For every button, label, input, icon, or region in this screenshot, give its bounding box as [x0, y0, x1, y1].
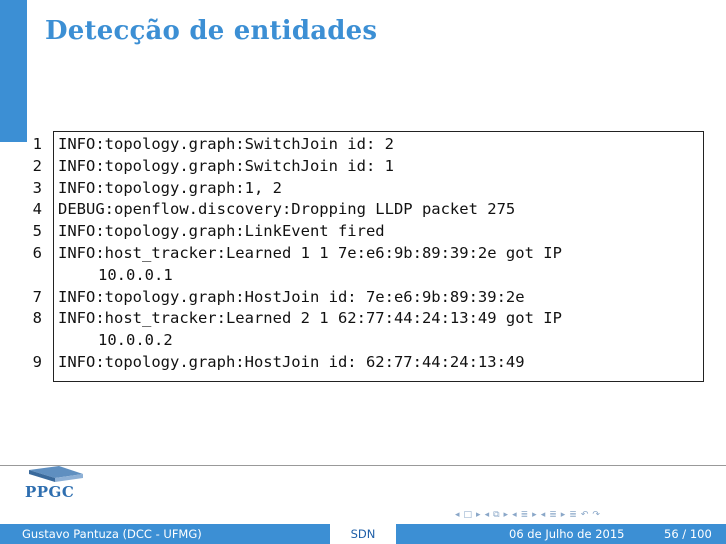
- nav-next-icon[interactable]: ▸: [503, 510, 509, 520]
- nav-prev-icon[interactable]: ◂: [455, 510, 460, 520]
- code-line-continuation: [58, 265, 698, 287]
- code-line-continuation-text: 10.0.0.1: [98, 265, 173, 284]
- ppgc-logo-text: PPGC: [25, 483, 75, 501]
- nav-prev-icon[interactable]: ◂: [540, 510, 546, 520]
- slide-title: Detecção de entidades: [45, 16, 378, 46]
- line-number: 4: [32, 200, 42, 219]
- footer-author: Gustavo Pantuza (DCC - UFMG): [22, 527, 202, 541]
- code-line: INFO:topology.graph:SwitchJoin id: 1: [58, 156, 394, 175]
- footer-short-title: SDN: [330, 524, 396, 544]
- line-number: 6: [32, 243, 42, 262]
- nav-section-icon[interactable]: ≣: [520, 510, 529, 520]
- line-number: 1: [32, 135, 42, 153]
- footer-separator: [0, 465, 726, 466]
- nav-forward-icon[interactable]: ↷: [592, 510, 600, 520]
- line-number: 2: [32, 156, 42, 175]
- nav-prev-icon[interactable]: ◂: [512, 510, 517, 520]
- code-line: INFO:topology.graph:SwitchJoin id: 2: [58, 135, 394, 153]
- nav-section-icon[interactable]: ≣: [549, 510, 557, 520]
- footer-date: 06 de Julho de 2015: [509, 527, 625, 541]
- code-line-continuation-text: 10.0.0.2: [98, 331, 173, 350]
- code-line: INFO:topology.graph:HostJoin id: 7e:e6:9b:89:39:2e: [58, 287, 525, 306]
- line-number: 9: [32, 352, 42, 371]
- nav-frame-icon[interactable]: □: [463, 510, 473, 520]
- footer-bar: [0, 524, 726, 544]
- code-line: INFO:topology.graph:1, 2: [58, 178, 282, 197]
- nav-prev-icon[interactable]: ◂: [484, 510, 490, 520]
- line-number: 8: [32, 309, 42, 328]
- code-line-continuation: [58, 330, 698, 352]
- code-line: INFO:host_tracker:Learned 1 1 7e:e6:9b:89:39:2e got IP: [58, 243, 562, 262]
- nav-next-icon[interactable]: ▸: [476, 510, 481, 520]
- code-lines: [58, 134, 698, 374]
- nav-back-icon[interactable]: ↶: [580, 510, 589, 520]
- code-line: DEBUG:openflow.discovery:Dropping LLDP packet 275: [58, 200, 516, 219]
- nav-next-icon[interactable]: ▸: [532, 510, 537, 520]
- beamer-navigation: [455, 508, 600, 522]
- left-accent-bar: [0, 0, 27, 142]
- line-number: 5: [32, 222, 42, 241]
- nav-next-icon[interactable]: ▸: [560, 510, 566, 520]
- line-number: 7: [32, 287, 42, 306]
- nav-toc-icon[interactable]: ≣: [569, 510, 577, 520]
- nav-subsection-icon[interactable]: ⧉: [493, 510, 500, 520]
- code-line-numbers: [22, 134, 42, 374]
- line-number: 3: [32, 178, 42, 197]
- footer-page-number: 56 / 100: [664, 527, 712, 541]
- code-line: INFO:host_tracker:Learned 2 1 62:77:44:24:13:49 got IP: [58, 309, 562, 328]
- code-line: INFO:topology.graph:HostJoin id: 62:77:44:24:13:49: [58, 352, 525, 371]
- code-line: INFO:topology.graph:LinkEvent fired: [58, 222, 385, 241]
